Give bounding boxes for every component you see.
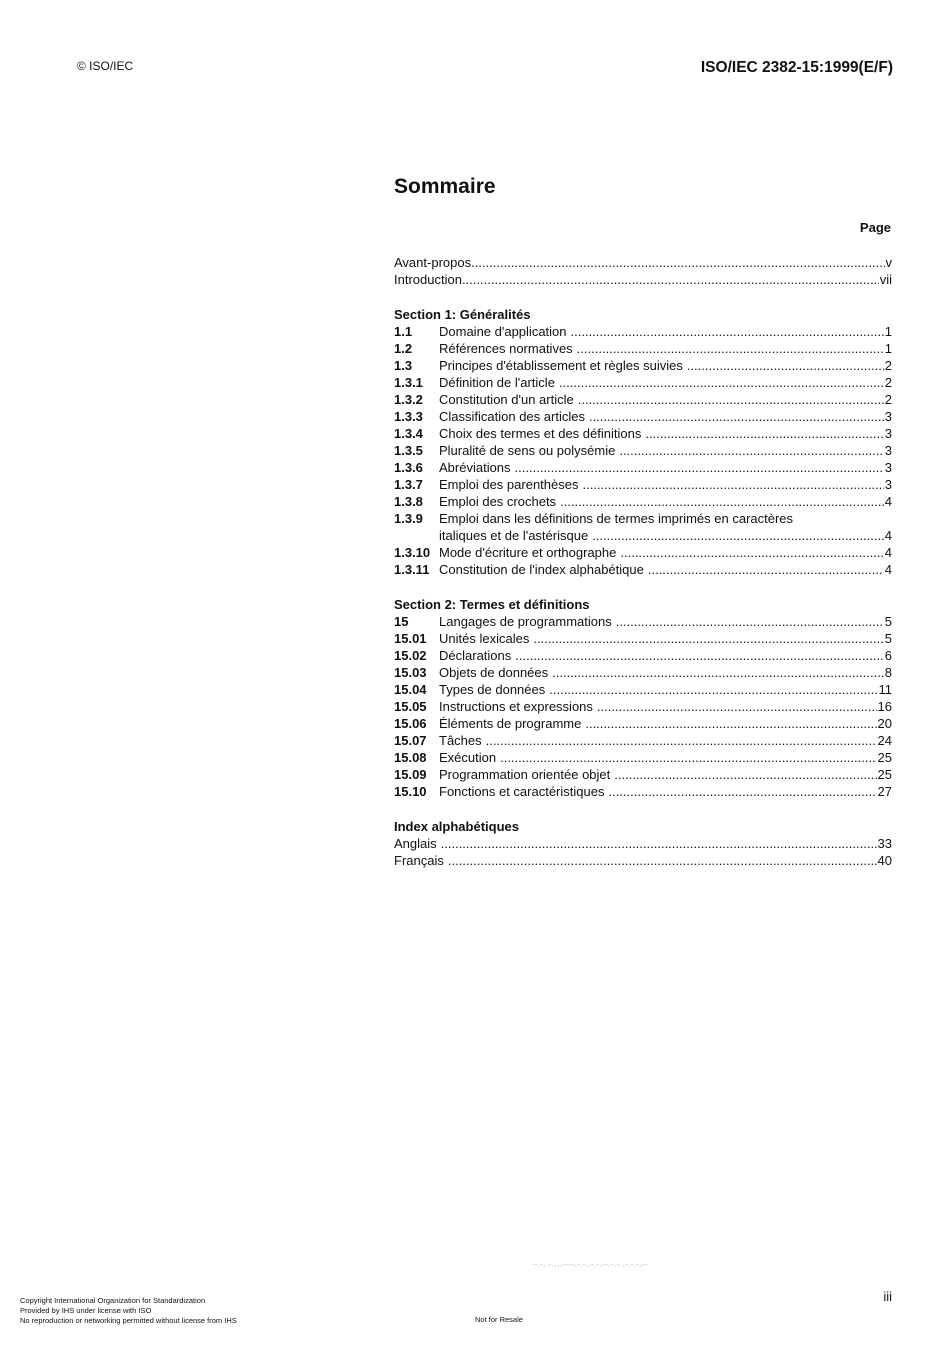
dot-leader: [549, 681, 877, 698]
toc-entry-label: Classification des articles: [439, 409, 585, 424]
toc-entry-page: 3: [884, 477, 892, 492]
toc-entry-page: 8: [884, 665, 892, 680]
toc-entry[interactable]: [394, 408, 892, 425]
toc-entry-page: 3: [884, 460, 892, 475]
not-for-resale: Not for Resale: [475, 1315, 523, 1324]
toc-entry-number: 1.3: [394, 358, 413, 373]
toc-entry-label: Objets de données: [439, 665, 549, 680]
toc-entry-label: Déclarations: [439, 648, 512, 663]
toc-entry-page: 5: [884, 614, 892, 629]
toc-entry[interactable]: [394, 783, 892, 800]
toc-entry-label: Définition de l'article: [439, 375, 555, 390]
toc-entry-label: Exécution: [439, 750, 497, 765]
toc-entry-page: 6: [884, 648, 892, 663]
toc-entry[interactable]: [394, 766, 892, 783]
dot-leader: [620, 544, 883, 561]
toc-entry[interactable]: [394, 630, 892, 647]
dot-leader: [533, 630, 883, 647]
page-title: Sommaire: [394, 175, 496, 198]
toc-entry[interactable]: [394, 425, 892, 442]
toc-entry[interactable]: [394, 852, 892, 869]
toc-entry-page: 3: [884, 426, 892, 441]
toc-entry-label: Pluralité de sens ou polysémie: [439, 443, 616, 458]
header-copyright: © ISO/IEC: [77, 59, 134, 73]
toc-entry[interactable]: [394, 835, 892, 852]
dot-leader: [552, 664, 884, 681]
toc-entry-page: 3: [884, 409, 892, 424]
toc-entry[interactable]: [394, 374, 892, 391]
dot-leader: [648, 561, 884, 578]
dot-leader: [462, 271, 879, 288]
toc-entry-number: 1.3.2: [394, 392, 423, 407]
toc-entry-page: 1: [884, 324, 892, 339]
toc-entry-number: 1.3.10: [394, 545, 431, 560]
toc-entry[interactable]: [394, 561, 892, 578]
toc-entry-label: Fonctions et caractéristiques: [439, 784, 605, 799]
toc-entry-page: 3: [884, 443, 892, 458]
toc-entry-page: 4: [884, 494, 892, 509]
toc-entry[interactable]: [394, 340, 892, 357]
dot-leader: [645, 425, 883, 442]
dot-leader: [614, 766, 876, 783]
toc-entry-label: Unités lexicales: [439, 631, 530, 646]
toc-entry-label: Langages de programmations: [439, 614, 612, 629]
toc-entry[interactable]: [394, 323, 892, 340]
toc-entry-label: italiques et de l'astérisque: [439, 528, 589, 543]
toc-entry[interactable]: [394, 664, 892, 681]
toc-entry-page: 2: [884, 375, 892, 390]
toc-entry-page: 27: [877, 784, 892, 799]
toc-entry[interactable]: [394, 271, 892, 288]
table-of-contents: [394, 254, 892, 869]
dot-leader: [619, 442, 883, 459]
toc-entry-label: Français: [394, 853, 444, 868]
toc-entry-page: 4: [884, 545, 892, 560]
dot-leader: [448, 852, 877, 869]
dot-leader: [500, 749, 876, 766]
toc-entry[interactable]: [394, 254, 892, 271]
toc-entry-number: 1.3.3: [394, 409, 423, 424]
dot-leader: [571, 323, 884, 340]
footer-copyright: [20, 1296, 237, 1326]
toc-entry-page: 33: [877, 836, 892, 851]
toc-entry-label: Avant-propos: [394, 255, 472, 270]
toc-entry-number: 15: [394, 614, 409, 629]
dot-leader: [578, 391, 884, 408]
dot-leader: [471, 254, 884, 271]
toc-entry-number: 1.3.5: [394, 443, 423, 458]
toc-entry[interactable]: [394, 749, 892, 766]
toc-entry[interactable]: [394, 493, 892, 510]
toc-entry-number: 15.10: [394, 784, 427, 799]
page-number: iii: [883, 1289, 892, 1304]
toc-entry-label: Programmation orientée objet: [439, 767, 611, 782]
toc-entry-number: 15.07: [394, 733, 427, 748]
toc-entry[interactable]: [394, 732, 892, 749]
toc-entry-label: Éléments de programme: [439, 716, 582, 731]
toc-entry[interactable]: [394, 510, 892, 527]
toc-entry-label: Instructions et expressions: [439, 699, 593, 714]
toc-entry-number: 1.2: [394, 341, 413, 356]
toc-entry-page: 20: [877, 716, 892, 731]
dot-leader: [441, 835, 877, 852]
dot-leader: [559, 374, 884, 391]
dot-leader: [515, 459, 884, 476]
toc-entry[interactable]: [394, 681, 892, 698]
toc-entry-page: 40: [877, 853, 892, 868]
toc-entry-label: Emploi des crochets: [439, 494, 557, 509]
dot-leader: [486, 732, 877, 749]
toc-entry-label: Principes d'établissement et règles suivies: [439, 358, 683, 373]
toc-entry-number: 15.09: [394, 767, 427, 782]
dot-leader: [577, 340, 884, 357]
toc-entry-page: 25: [877, 767, 892, 782]
index-heading: Index alphabétiques: [394, 819, 519, 834]
toc-entry-number: 15.08: [394, 750, 427, 765]
toc-entry-page: 11: [878, 682, 892, 697]
dot-leader: [589, 408, 884, 425]
toc-entry-number: 1.3.7: [394, 477, 423, 492]
toc-entry[interactable]: [394, 357, 892, 374]
toc-entry-number: 1.3.11: [394, 562, 430, 577]
toc-entry[interactable]: [394, 391, 892, 408]
dot-leader: [597, 698, 877, 715]
toc-entry[interactable]: [394, 698, 892, 715]
toc-entry[interactable]: [394, 647, 892, 664]
toc-entry-page: 25: [877, 750, 892, 765]
dot-leader: [560, 493, 884, 510]
dot-leader: [515, 647, 884, 664]
toc-entry-page: 16: [877, 699, 892, 714]
footer-line-3: No reproduction or networking permitted without license from IHS: [20, 1316, 237, 1325]
toc-entry-page: vii: [879, 272, 892, 287]
toc-entry-page: 5: [884, 631, 892, 646]
dot-leader: [582, 476, 883, 493]
toc-entry[interactable]: [394, 459, 892, 476]
section-1-heading: Section 1: Généralités: [394, 307, 531, 322]
toc-entry-label: Types de données: [439, 682, 546, 697]
toc-entry[interactable]: [394, 715, 892, 732]
toc-entry-page: 2: [884, 358, 892, 373]
toc-entry-label: Abréviations: [439, 460, 511, 475]
toc-entry-label: Choix des termes et des définitions: [439, 426, 642, 441]
toc-entry-number: 1.3.4: [394, 426, 423, 441]
toc-entry-page: 4: [884, 528, 892, 543]
dot-leader: [592, 527, 884, 544]
toc-entry-number: 1.3.1: [394, 375, 423, 390]
toc-entry-label: Anglais: [394, 836, 437, 851]
toc-entry-label: Domaine d'application: [439, 324, 567, 339]
watermark-dots: --,-,,-,,,,----,-,-,,-,-,--,-,-,,-,-,-,--: [532, 1262, 649, 1268]
toc-entry-label: Introduction: [394, 272, 462, 287]
toc-entry[interactable]: [394, 544, 892, 561]
toc-entry-number: 15.01: [394, 631, 427, 646]
toc-entry-label: Constitution d'un article: [439, 392, 574, 407]
dot-leader: [585, 715, 876, 732]
toc-entry-label: Mode d'écriture et orthographe: [439, 545, 617, 560]
toc-entry-page: 4: [884, 562, 892, 577]
dot-leader: [608, 783, 876, 800]
toc-entry-label: Emploi des parenthèses: [439, 477, 579, 492]
toc-entry-label: Références normatives: [439, 341, 573, 356]
footer-line-1: Copyright International Organization for Standardization: [20, 1296, 206, 1305]
header-standard-number: ISO/IEC 2382-15:1999(E/F): [700, 59, 893, 76]
page-column-label: Page: [859, 220, 891, 235]
toc-entry-number: 15.05: [394, 699, 427, 714]
toc-entry-number: 15.06: [394, 716, 427, 731]
dot-leader: [687, 357, 884, 374]
toc-entry-number: 15.03: [394, 665, 427, 680]
toc-entry-number: 1.3.9: [394, 511, 423, 526]
toc-entry-number: 1.1: [394, 324, 413, 339]
toc-entry-continuation[interactable]: [394, 527, 892, 544]
toc-entry-label: Emploi dans les définitions de termes imprimés en caractères: [439, 511, 794, 526]
toc-entry-label: Constitution de l'index alphabétique: [439, 562, 644, 577]
dot-leader: [616, 613, 884, 630]
toc-entry-page: 24: [877, 733, 892, 748]
toc-entry[interactable]: [394, 442, 892, 459]
toc-entry-number: 1.3.8: [394, 494, 423, 509]
toc-entry[interactable]: [394, 613, 892, 630]
toc-entry-label: Tâches: [439, 733, 482, 748]
toc-entry[interactable]: [394, 476, 892, 493]
toc-entry-number: 15.02: [394, 648, 427, 663]
toc-entry-page: v: [885, 255, 892, 270]
toc-entry-page: 2: [884, 392, 892, 407]
section-2-heading: Section 2: Termes et définitions: [394, 597, 590, 612]
toc-entry-page: 1: [884, 341, 892, 356]
toc-entry-number: 15.04: [394, 682, 427, 697]
toc-entry-number: 1.3.6: [394, 460, 423, 475]
footer-line-2: Provided by IHS under license with ISO: [20, 1306, 152, 1315]
